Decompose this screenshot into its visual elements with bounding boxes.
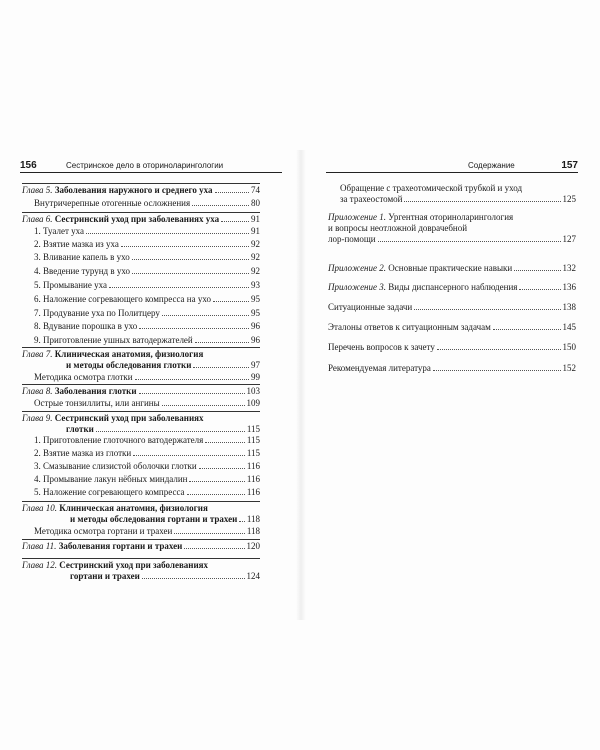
dot-leader [174, 526, 244, 534]
chapter-title-line2: и методы обследования гортани и трахеи [70, 514, 238, 524]
chapter-label: Глава 9. [22, 413, 53, 423]
dot-leader [514, 263, 560, 271]
page-number: 156 [20, 160, 37, 171]
toc-entry [34, 372, 260, 383]
toc-line [22, 541, 260, 552]
toc-line [22, 185, 260, 196]
procedure-title: 9. Приготовление ушных ватодержателей [34, 335, 193, 345]
chapter-title-line2: гортани и трахеи [70, 571, 140, 581]
dot-leader [162, 308, 249, 316]
chapter-label: Глава 8. [22, 386, 53, 396]
toc-page-number: 127 [562, 234, 576, 244]
dot-leader [132, 266, 249, 274]
chapter-title: Заболевания глотки [54, 386, 137, 396]
toc-page-number: 92 [251, 239, 260, 249]
toc-line [22, 214, 260, 225]
chapter-label: Глава 11. [22, 541, 57, 551]
dot-leader [192, 198, 249, 206]
chapter-label: Глава 5. [22, 185, 53, 195]
dot-leader [96, 424, 245, 432]
dot-leader [139, 321, 249, 329]
chapter-title-line2: глотки [66, 424, 94, 434]
toc-line [328, 234, 576, 245]
toc-line [34, 308, 260, 319]
toc-page-number: 92 [251, 252, 260, 262]
section-title: Перечень вопросов к зачету [328, 342, 435, 352]
chapter-title-line2: и методы обследования глотки [66, 360, 192, 370]
chapter-label: Глава 12. [22, 560, 58, 570]
toc-page-number: 109 [246, 398, 260, 408]
toc-page-number: 91 [251, 214, 260, 224]
dot-leader [135, 372, 249, 380]
toc-entry [34, 226, 260, 237]
appendix-title-line1: Ургентная оториноларингология [388, 212, 514, 222]
chapter-title: Заболевания наружного и среднего уха [54, 185, 213, 195]
toc-line [34, 266, 260, 277]
dot-leader [121, 239, 249, 247]
dot-leader [109, 280, 249, 288]
toc-line [22, 360, 260, 371]
toc-line [34, 294, 260, 305]
appendix-title: Основные практические навыки [388, 263, 513, 273]
dot-leader [199, 461, 245, 469]
toc-entry [340, 183, 576, 205]
toc-line [34, 226, 260, 237]
section-title: Ситуационные задачи [328, 302, 413, 312]
toc-page-number: 96 [251, 321, 260, 331]
toc-line [328, 282, 576, 293]
toc-page-number: 93 [251, 280, 260, 290]
dot-leader [221, 214, 249, 222]
dot-leader [142, 571, 245, 579]
toc-line [34, 280, 260, 291]
toc-page-number: 115 [246, 448, 260, 458]
toc-entry [328, 302, 576, 313]
toc-chapter-entry [22, 183, 260, 196]
toc-page-number: 115 [246, 424, 260, 434]
toc-line [34, 398, 260, 409]
toc-page-number: 125 [562, 194, 576, 204]
toc-entry [328, 342, 576, 353]
toc-line [328, 322, 576, 333]
dot-leader [133, 448, 245, 456]
procedure-title: 6. Наложение согревающего компресса на ухо [34, 294, 212, 304]
toc-page-number: 80 [251, 198, 260, 208]
toc-entry [34, 487, 260, 498]
toc-line [34, 474, 260, 485]
running-header-right [326, 159, 578, 173]
toc-line [34, 239, 260, 250]
toc-page-number: 92 [251, 266, 260, 276]
chapter-title-line1: Клиническая анатомия, физиология [59, 503, 208, 513]
toc-line [22, 413, 260, 424]
toc-line [340, 194, 576, 205]
toc-page-number: 118 [246, 514, 260, 524]
section-title: Внутричерепные отогенные осложнения [34, 198, 191, 208]
book-spine [296, 150, 306, 620]
toc-chapter-entry [22, 347, 260, 371]
procedure-title: 3. Вливание капель в ухо [34, 252, 130, 262]
dot-leader [213, 294, 249, 302]
toc-line [22, 349, 260, 360]
toc-line [22, 560, 260, 571]
toc-page-number: 120 [246, 541, 260, 551]
toc-entry [34, 448, 260, 459]
procedure-title: 4. Введение турунд в ухо [34, 266, 131, 276]
dot-leader [205, 435, 245, 443]
dot-leader [189, 474, 244, 482]
toc-line [34, 435, 260, 446]
toc-line [22, 503, 260, 514]
dot-leader [193, 360, 249, 368]
toc-entry [34, 398, 260, 409]
toc-chapter-entry [22, 501, 260, 525]
procedure-title: 2. Взятие мазка из уха [34, 239, 119, 249]
chapter-title: Сестринский уход при заболеваниях уха [54, 214, 220, 224]
toc-page-number: 115 [246, 435, 260, 445]
toc-chapter-entry [22, 539, 260, 552]
toc-line [328, 342, 576, 353]
appendix-label: Приложение 1. [328, 212, 387, 222]
toc-line [34, 372, 260, 383]
procedure-title: 3. Смазывание слизистой оболочки глотки [34, 461, 197, 471]
toc-page-number: 95 [251, 294, 260, 304]
toc-chapter-entry [22, 558, 260, 582]
toc-page-number: 124 [246, 571, 260, 581]
dot-leader [139, 386, 245, 394]
dot-leader [378, 234, 561, 242]
toc-chapter-entry [22, 411, 260, 435]
section-title-line2: за трахеостомой [340, 194, 403, 204]
toc-entry [34, 198, 260, 209]
dot-leader [184, 541, 244, 549]
dot-leader [433, 363, 561, 371]
toc-page-number: 136 [562, 282, 576, 292]
dot-leader [493, 322, 561, 330]
chapter-title-line1: Сестринский уход при заболеваниях [54, 413, 204, 423]
procedure-title: 5. Промывание уха [34, 280, 107, 290]
toc-appendix-entry [328, 263, 576, 274]
toc-page-number: 145 [562, 322, 576, 332]
toc-chapter-entry [22, 384, 260, 397]
section-title: Острые тонзиллиты, или ангины [34, 398, 160, 408]
dot-leader [414, 302, 560, 310]
dot-leader [239, 514, 244, 522]
chapter-title-line1: Клиническая анатомия, физиология [54, 349, 204, 359]
toc-page-number: 118 [246, 526, 260, 536]
dot-leader [404, 194, 560, 202]
toc-appendix-entry [328, 212, 576, 245]
toc-chapter-entry [22, 212, 260, 225]
procedure-title: 1. Приготовление глоточного ватодержателя [34, 435, 204, 445]
toc-entry [34, 461, 260, 472]
chapter-label: Глава 10. [22, 503, 58, 513]
toc-line [34, 198, 260, 209]
section-title: Методика осмотра глотки [34, 372, 133, 382]
section-title: Рекомендуемая литература [328, 363, 431, 373]
dot-leader [195, 335, 249, 343]
dot-leader [215, 185, 249, 193]
toc-entry [34, 321, 260, 332]
toc-page-number: 95 [251, 308, 260, 318]
dot-leader [437, 342, 561, 350]
toc-line [340, 183, 576, 194]
appendix-title-line2: и вопросы неотложной доврачебной [328, 223, 468, 233]
toc-line [34, 252, 260, 263]
section-title: Эталоны ответов к ситуационным задачам [328, 322, 491, 332]
running-title: Содержание [468, 161, 515, 170]
toc-line [34, 321, 260, 332]
dot-leader [86, 226, 249, 234]
procedure-title: 5. Наложение согревающего компресса [34, 487, 185, 497]
toc-entry [328, 363, 576, 374]
chapter-label: Глава 7. [22, 349, 53, 359]
toc-entry [34, 335, 260, 346]
toc-entry [34, 266, 260, 277]
toc-page-number: 116 [246, 474, 260, 484]
toc-entry [34, 435, 260, 446]
running-header-left [20, 159, 282, 173]
procedure-title: 7. Продувание уха по Политцеру [34, 308, 160, 318]
toc-line [34, 461, 260, 472]
procedure-title: 1. Туалет уха [34, 226, 85, 236]
toc-page-number: 97 [251, 360, 260, 370]
toc-page-number: 132 [562, 263, 576, 273]
toc-line [328, 212, 576, 223]
dot-leader [187, 487, 245, 495]
page-number: 157 [561, 160, 578, 171]
toc-page-number: 103 [246, 386, 260, 396]
chapter-title: Заболевания гортани и трахеи [58, 541, 183, 551]
toc-page-number: 116 [246, 487, 260, 497]
toc-line [328, 263, 576, 274]
dot-leader [519, 282, 560, 290]
toc-entry [34, 294, 260, 305]
toc-line [328, 363, 576, 374]
procedure-title: 4. Промывание лакун нёбных миндалин [34, 474, 188, 484]
chapter-label: Глава 6. [22, 214, 53, 224]
dot-leader [132, 252, 249, 260]
toc-page-number: 96 [251, 335, 260, 345]
toc-page-number: 116 [246, 461, 260, 471]
chapter-title-line1: Сестринский уход при заболеваниях [59, 560, 209, 570]
toc-entry [34, 280, 260, 291]
toc-line [34, 335, 260, 346]
toc-page-number: 150 [562, 342, 576, 352]
appendix-title: Виды диспансерного наблюдения [388, 282, 518, 292]
toc-entry [34, 252, 260, 263]
toc-line [22, 386, 260, 397]
toc-line [22, 424, 260, 435]
appendix-label: Приложение 3. [328, 282, 387, 292]
toc-page-number: 152 [562, 363, 576, 373]
toc-entry [34, 239, 260, 250]
toc-line [34, 487, 260, 498]
procedure-title: 8. Вдувание порошка в ухо [34, 321, 138, 331]
procedure-title: 2. Взятие мазка из глотки [34, 448, 132, 458]
section-title-line1: Обращение с трахеотомической трубкой и уход [340, 183, 523, 193]
toc-line [328, 223, 576, 234]
toc-page-number: 138 [562, 302, 576, 312]
toc-line [34, 448, 260, 459]
toc-appendix-entry [328, 282, 576, 293]
toc-entry [34, 474, 260, 485]
dot-leader [162, 398, 245, 406]
toc-line [22, 514, 260, 525]
section-title: Методика осмотра гортани и трахеи [34, 526, 173, 536]
toc-entry [34, 526, 260, 537]
toc-page-number: 99 [251, 372, 260, 382]
toc-line [34, 526, 260, 537]
running-title: Сестринское дело в оториноларингологии [66, 161, 224, 170]
toc-line [328, 302, 576, 313]
appendix-label: Приложение 2. [328, 263, 387, 273]
toc-entry [328, 322, 576, 333]
toc-page-number: 91 [251, 226, 260, 236]
toc-page-number: 74 [251, 185, 260, 195]
toc-line [22, 571, 260, 582]
appendix-title-line3: лор-помощи [328, 234, 376, 244]
toc-entry [34, 308, 260, 319]
